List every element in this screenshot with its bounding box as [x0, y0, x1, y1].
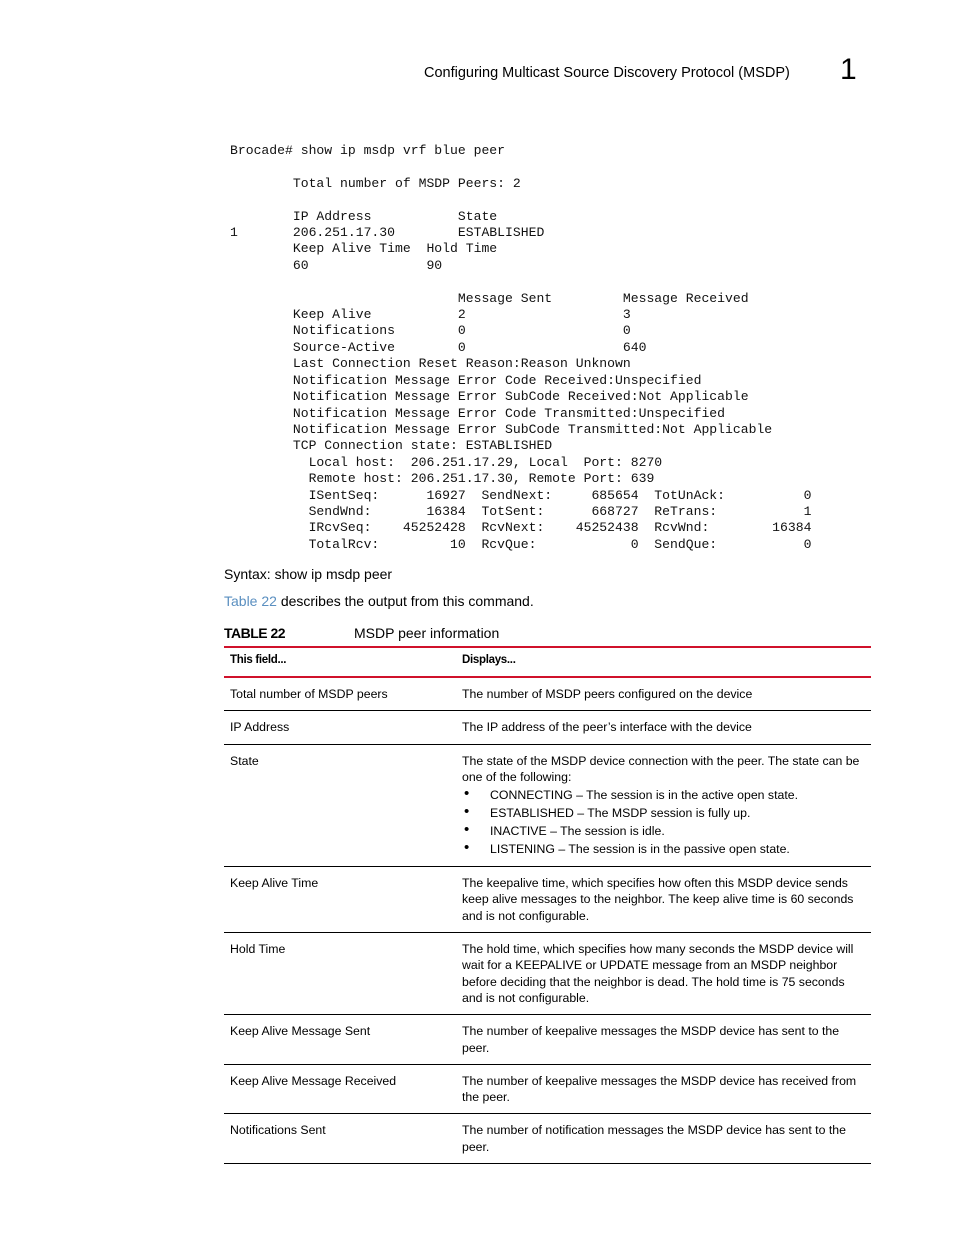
bullet-icon: •: [464, 821, 470, 839]
list-item-text: CONNECTING – The session is in the active open state.: [490, 788, 799, 803]
msdp-peer-info-table: [224, 646, 871, 1164]
state-list: [462, 786, 865, 858]
row-field: Hold Time: [224, 933, 456, 1015]
list-item-text: ESTABLISHED – The MSDP session is fully up.: [490, 806, 751, 821]
table-number: TABLE 22: [224, 625, 286, 641]
row-displays: The number of notification messages the MSDP device has sent to the peer.: [456, 1114, 871, 1164]
bullet-icon: •: [464, 803, 470, 821]
chapter-number: 1: [840, 53, 857, 86]
table-row: [224, 1015, 871, 1065]
list-item: [462, 804, 865, 822]
row-field: Total number of MSDP peers: [224, 677, 456, 711]
row-displays-state: [456, 744, 871, 867]
table-title: MSDP peer information: [354, 625, 500, 641]
table-header-row: [224, 647, 871, 677]
table-description-text: describes the output from this command.: [276, 593, 534, 609]
chapter-title: Configuring Multicast Source Discovery Protocol (MSDP): [424, 65, 790, 81]
list-item-text: LISTENING – The session is in the passive open state.: [490, 842, 790, 857]
table-row: [224, 1114, 871, 1164]
bullet-icon: •: [464, 839, 470, 857]
row-field: State: [224, 744, 456, 867]
table-row: [224, 1064, 871, 1114]
row-displays: The number of keepalive messages the MSDP device has received from the peer.: [456, 1064, 871, 1114]
list-item: [462, 822, 865, 840]
header-displays: Displays...: [456, 647, 871, 677]
table-row: [224, 867, 871, 933]
table-row: [224, 677, 871, 711]
row-displays-text: The state of the MSDP device connection with the peer. The state can be one of the following:: [462, 753, 860, 784]
row-displays: The keepalive time, which specifies how often this MSDP device sends keep alive messages to the neighbor. The keep alive time is 60 seconds and is not configurable.: [456, 867, 871, 933]
row-displays: The number of MSDP peers configured on the device: [456, 677, 871, 711]
table-caption: [224, 625, 871, 645]
row-displays: The number of keepalive messages the MSDP device has sent to the peer.: [456, 1015, 871, 1065]
table-description: [224, 593, 534, 609]
list-item: [462, 840, 865, 858]
row-field: Notifications Sent: [224, 1114, 456, 1164]
table-row: [224, 933, 871, 1015]
row-field: Keep Alive Message Sent: [224, 1015, 456, 1065]
list-item-text: INACTIVE – The session is idle.: [490, 824, 665, 839]
cli-output-block: Brocade# show ip msdp vrf blue peer Total number of MSDP Peers: 2 IP Address State 1 206.251.17.30 ESTABLISHED Keep Alive Time Hold Time 60 90 Message Sent Message Received Keep Alive 2 3 Notifications 0 0 Source-Active 0 640 Last Connection Reset Reason:Reason Unknown Notification Message Error Code Received:Unspecified Notification Message Error SubCode Received:Not Applicable Notification Message Error Code Transmitted:Unspecified Notification Message Error SubCode Transmitted:Not Applicable TCP Connection state: ESTABLISHED Local host: 206.251.17.29, Local Port: 8270 Remote host: 206.251.17.30, Remote Port: 639 ISentSeq: 16927 SendNext: 685654 TotUnAck: 0 SendWnd: 16384 TotSent: 668727 ReTrans: 1 IRcvSeq: 45252428 RcvNext: 45252438 RcvWnd: 16384 TotalRcv: 10 RcvQue: 0 SendQue: 0: [230, 143, 812, 552]
table-reference-link[interactable]: Table 22: [224, 593, 277, 609]
syntax-line: Syntax: show ip msdp peer: [224, 566, 393, 582]
row-field: Keep Alive Time: [224, 867, 456, 933]
row-displays: The IP address of the peer’s interface with the device: [456, 711, 871, 744]
row-displays: The hold time, which specifies how many seconds the MSDP device will wait for a KEEPALIVE or UPDATE message from an MSDP neighbor before deciding that the neighbor is dead. The hold time is 75 seconds and is not configurable.: [456, 933, 871, 1015]
row-field: Keep Alive Message Received: [224, 1064, 456, 1114]
header-field: This field...: [224, 647, 456, 677]
list-item: [462, 786, 865, 804]
bullet-icon: •: [464, 785, 470, 803]
table-row: [224, 744, 871, 867]
table-row: [224, 711, 871, 744]
row-field: IP Address: [224, 711, 456, 744]
